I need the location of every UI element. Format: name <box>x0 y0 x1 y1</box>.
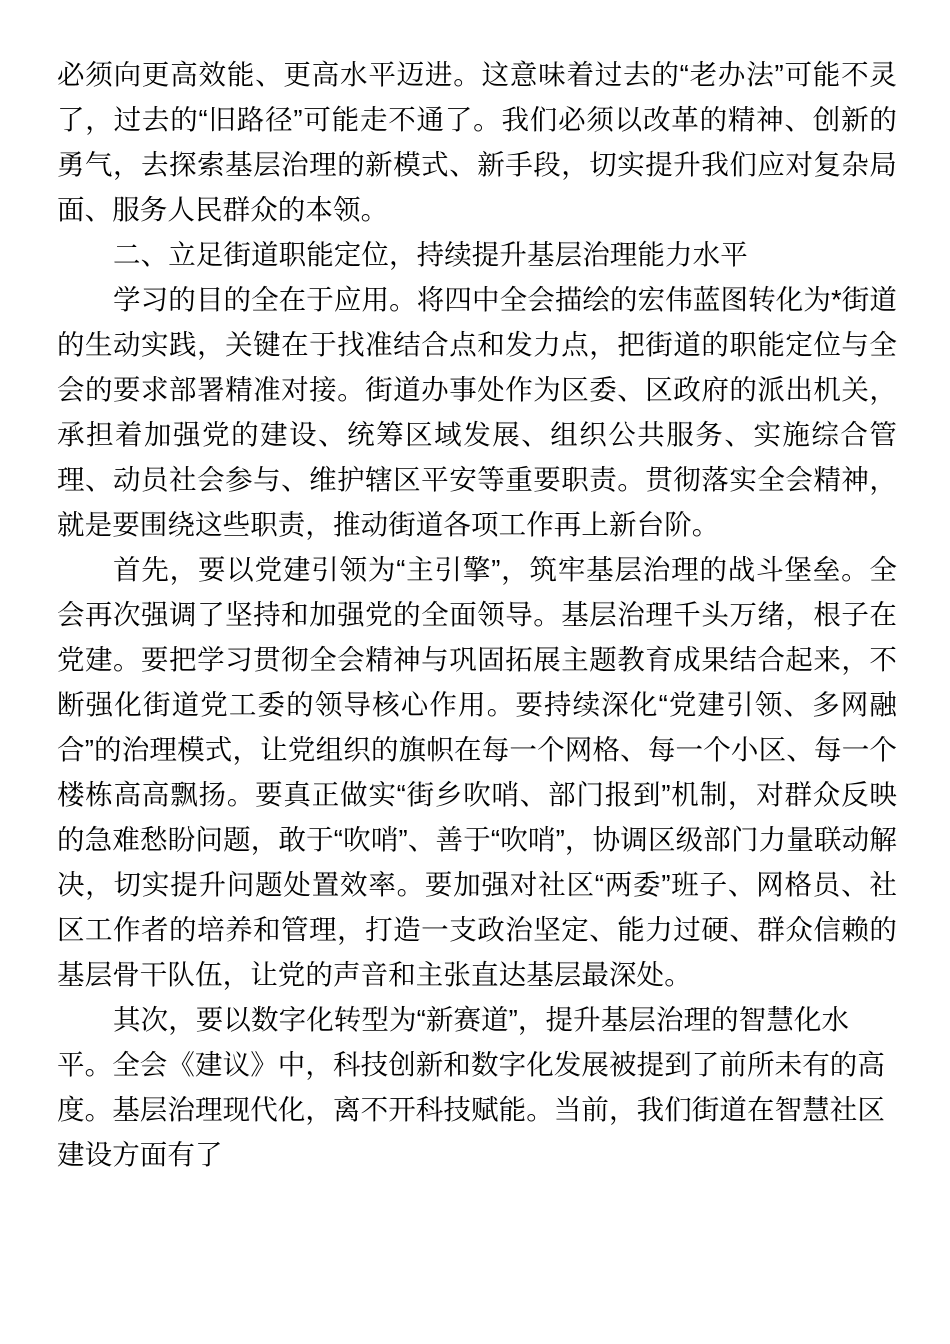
document-text-body <box>57 52 897 1177</box>
paragraph-second-digital: 其次，要以数字化转型为“新赛道”，提升基层治理的智慧化水平。全会《建议》中，科技创新和数字化发展被提到了前所未有的高度。基层治理现代化，离不开科技赋能。当前，我们街道在智慧社区建设方面有了 <box>57 1004 885 1170</box>
paragraph-continuation: 必须向更高效能、更高水平迈进。这意味着过去的“老办法”可能不灵了，过去的“旧路径”可能走不通了。我们必须以改革的精神、创新的勇气，去探索基层治理的新模式、新手段，切实提升我们应对复杂局面、服务人民群众的本领。 <box>57 59 897 225</box>
paragraph-application: 学习的目的全在于应用。将四中全会描绘的宏伟蓝图转化为*街道的生动实践，关键在于找准结合点和发力点，把街道的职能定位与全会的要求部署精准对接。街道办事处作为区委、区政府的派出机关，承担着加强党的建设、统筹区域发展、组织公共服务、实施综合管理、动员社会参与、维护辖区平安等重要职责。贯彻落实全会精神，就是要围绕这些职责，推动街道各项工作再上新台阶。 <box>57 284 897 540</box>
paragraph-first-party-building: 首先，要以党建引领为“主引擎”，筑牢基层治理的战斗堡垒。全会再次强调了坚持和加强党的全面领导。基层治理千头万绪，根子在党建。要把学习贯彻全会精神与巩固拓展主题教育成果结合起来，不断强化街道党工委的领导核心作用。要持续深化“党建引领、多网融合”的治理模式，让党组织的旗帜在每一个网格、每一个小区、每一个楼栋高高飘扬。要真正做实“街乡吹哨、部门报到”机制，对群众反映的急难愁盼问题，敢于“吹哨”、善于“吹哨”，协调区级部门力量联动解决，切实提升问题处置效率。要加强对社区“两委”班子、网格员、社区工作者的培养和管理，打造一支政治坚定、能力过硬、群众信赖的基层骨干队伍，让党的声音和主张直达基层最深处。 <box>57 554 897 990</box>
heading-section-two: 二、立足街道职能定位，持续提升基层治理能力水平 <box>113 239 748 270</box>
